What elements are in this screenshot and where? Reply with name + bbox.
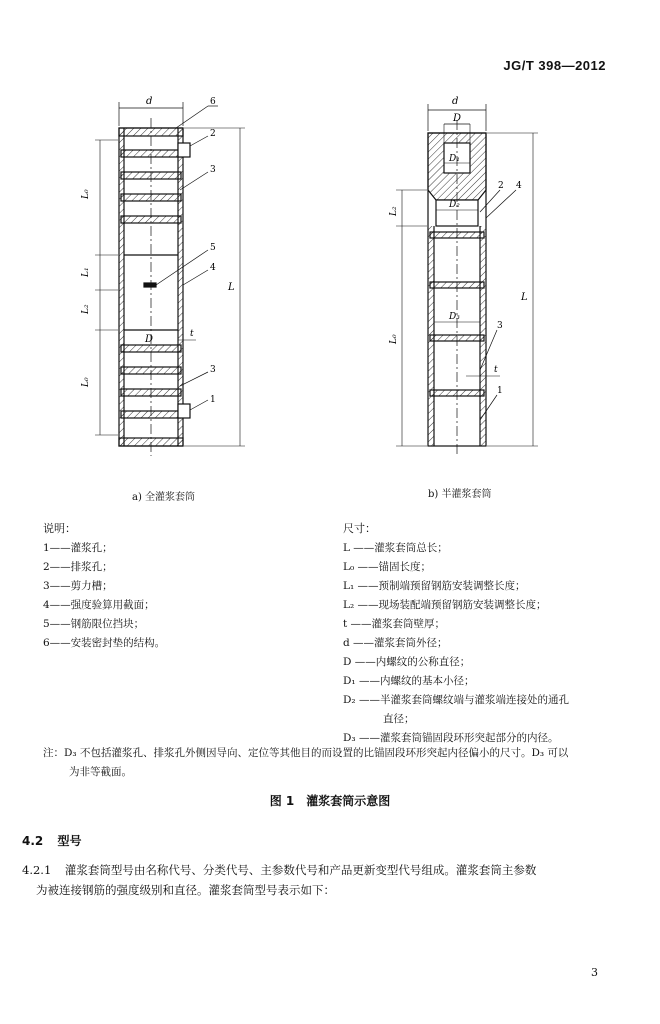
right-label-D: D (453, 113, 462, 124)
left-label-2: 2 (210, 129, 216, 139)
legend-title: 说明： (43, 522, 76, 535)
left-label-L2: L₂ (81, 304, 91, 314)
caption-full-sleeve: a) 全灌浆套筒 (132, 492, 196, 503)
legend-item: 6——安装密封垫的结构。 (43, 637, 166, 649)
figure-title: 图 1 灌浆套筒示意图 (269, 794, 391, 808)
right-label-t: t (494, 365, 498, 375)
legend-item: 2——排浆孔； (43, 561, 113, 573)
clause-paragraph (22, 860, 622, 900)
right-label-2: 2 (498, 181, 504, 191)
left-label-6: 6 (210, 97, 216, 107)
dimensions-title: 尺寸： (343, 522, 376, 535)
figure-note (43, 744, 623, 782)
right-label-d: d (452, 96, 459, 107)
dimension-item: L ——灌浆套筒总长； (343, 542, 448, 554)
dimension-item: L₁ ——预制端预留钢筋安装调整长度； (343, 580, 526, 592)
left-label-L0a: L₀ (81, 189, 91, 199)
left-label-1: 1 (210, 395, 216, 405)
full-grouting-sleeve (95, 102, 245, 456)
left-label-d: d (146, 96, 153, 107)
clause-text-line2: 为被连接钢筋的强度级别和直径。灌浆套筒型号表示如下： (36, 883, 335, 897)
note-line: 注：D₃ 不包括灌浆孔、排浆孔外侧因导向、定位等其他目的而设置的比锚固段环形突起内径偏小的尺寸。D₃ 可以 (43, 747, 569, 759)
left-label-L0b: L₀ (81, 377, 91, 387)
dimension-item: d ——灌浆套筒外径； (343, 637, 448, 649)
dimensions-list (343, 539, 569, 748)
legend-item: 4——强度验算用截面； (43, 599, 155, 611)
right-label-3: 3 (497, 321, 503, 331)
right-label-D2: D₂ (449, 200, 460, 210)
right-label-1: 1 (497, 386, 503, 396)
half-grouting-sleeve (396, 104, 538, 456)
dimension-item: D₁ ——内螺纹的基本小径； (343, 675, 475, 687)
note-line: 为非等截面。 (69, 766, 132, 778)
left-label-t: t (190, 329, 194, 339)
figure-drawing (0, 0, 660, 480)
dimension-item: 直径； (383, 713, 415, 725)
section-number: 4.2 (22, 834, 44, 848)
left-label-3b: 3 (210, 365, 216, 375)
legend-item: 5——钢筋限位挡块； (43, 618, 145, 630)
right-label-4: 4 (516, 181, 522, 191)
right-label-L: L (521, 292, 528, 303)
caption-half-sleeve: b) 半灌浆套筒 (428, 489, 492, 500)
right-label-D3: D₃ (449, 312, 460, 322)
standard-number: JG/T 398—2012 (503, 58, 606, 73)
section-title: 型号 (57, 834, 82, 848)
section-heading (22, 832, 81, 849)
left-label-L1: L₁ (81, 267, 91, 277)
dimension-item: t ——灌浆套筒壁厚； (343, 618, 446, 630)
dimension-item: L₂ ——现场装配端预留钢筋安装调整长度； (343, 599, 547, 611)
page-number: 3 (591, 966, 598, 979)
right-label-L0: L₀ (389, 334, 399, 344)
legend-list (43, 539, 165, 653)
dimension-item: L₀ ——锚固长度； (343, 561, 432, 573)
left-label-3a: 3 (210, 165, 216, 175)
left-label-L: L (228, 282, 235, 293)
left-label-4: 4 (210, 263, 216, 273)
left-label-D: D (145, 334, 154, 345)
left-label-5: 5 (210, 243, 216, 253)
clause-number: 4.2.1 (22, 863, 52, 877)
clause-text-line1: 灌浆套筒型号由名称代号、分类代号、主参数代号和产品更新变型代号组成。灌浆套筒主参数 (64, 863, 537, 877)
legend-item: 1——灌浆孔； (43, 542, 113, 554)
dimension-item: D₃ ——灌浆套筒锚固段环形突起部分的内径。 (343, 732, 559, 744)
dimension-item: D ——内螺纹的公称直径； (343, 656, 471, 668)
legend-item: 3——剪力槽； (43, 580, 113, 592)
dimension-item: D₂ ——半灌浆套筒螺纹端与灌浆端连接处的通孔 (343, 694, 569, 706)
right-label-L2: L₂ (389, 206, 399, 216)
right-label-D1: D₁ (449, 154, 460, 164)
